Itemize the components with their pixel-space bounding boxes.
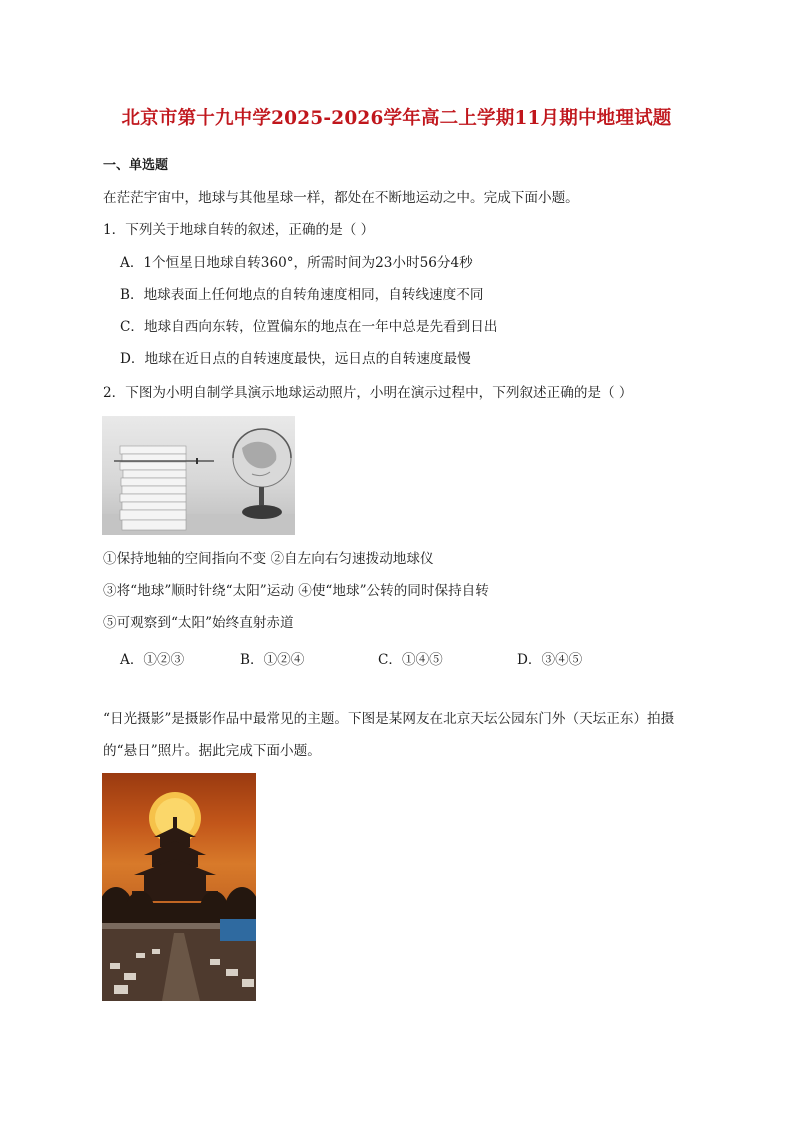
question-2-stem: 2．下图为小明自制学具演示地球运动照片，小明在演示过程中，下列叙述正确的是（ ） (103, 385, 633, 401)
intro-text-2-line-1: “日光摄影”是摄影作品中最常见的主题。下图是某网友在北京天坛公园东门外（天坛正东）拍摄 (103, 711, 675, 727)
suspended-sun-photo (102, 773, 256, 1001)
temple-sunset-illustration (102, 773, 256, 1001)
question-2-statement-2: ③将“地球”顺时针绕“太阳”运动 ④使“地球”公转的同时保持自转 (103, 583, 489, 599)
question-1-stem: 1．下列关于地球自转的叙述，正确的是（ ） (103, 222, 375, 238)
intro-text-2-line-2: 的“悬日”照片。据此完成下面小题。 (103, 743, 321, 759)
globe-demo-photo (102, 416, 295, 535)
question-2-statement-3: ⑤可观察到“太阳”始终直射赤道 (103, 615, 294, 631)
question-2-choice-d: D．③④⑤ (517, 652, 583, 668)
question-1-option-b: B．地球表面上任何地点的自转角速度相同，自转线速度不同 (120, 287, 484, 303)
intro-text-1: 在茫茫宇宙中，地球与其他星球一样，都处在不断地运动之中。完成下面小题。 (103, 190, 579, 206)
globe-demo-illustration (102, 416, 295, 535)
question-1-option-c: C．地球自西向东转，位置偏东的地点在一年中总是先看到日出 (120, 319, 498, 335)
section-heading: 一、单选题 (103, 158, 169, 173)
question-1-option-a: A．1个恒星日地球自转360°，所需时间为23小时56分4秒 (120, 255, 473, 271)
question-1-option-d: D．地球在近日点的自转速度最快，远日点的自转速度最慢 (120, 351, 471, 367)
question-2-choice-c: C．①④⑤ (378, 652, 443, 668)
question-2-choice-a: A．①②③ (120, 652, 185, 668)
page-title: 北京市第十九中学2025-2026学年高二上学期11月期中地理试题 (121, 108, 672, 129)
question-2-statement-1: ①保持地轴的空间指向不变 ②自左向右匀速拨动地球仪 (103, 551, 434, 567)
question-2-choice-b: B．①②④ (240, 652, 305, 668)
